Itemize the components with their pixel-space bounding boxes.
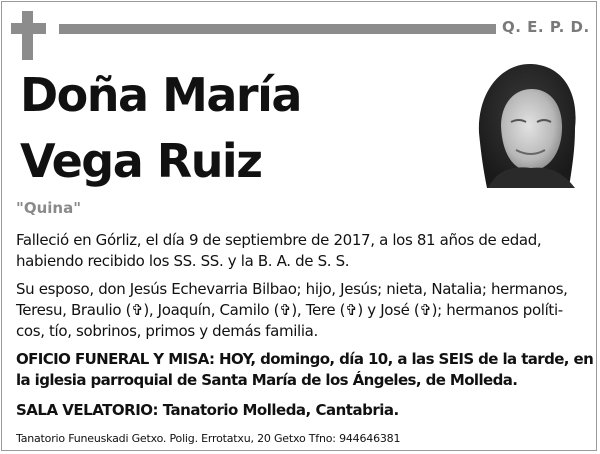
- funeral-service: [16, 349, 594, 391]
- text-line: Su esposo, don Jesús Echevarria Bilbao; hijo, Jesús; nieta, Natalia; hermanos,: [16, 280, 568, 298]
- deceased-nickname: "Quina": [16, 199, 82, 217]
- deceased-name-line2: Vega Ruiz: [20, 134, 262, 188]
- text-line: Teresu, Braulio (✞), Joaquín, Camilo (✞), Tere (✞) y José (✞); hermanos políti-: [16, 301, 563, 319]
- funeral-home-footer: Tanatorio Funeuskadi Getxo. Polig. Errotatxu, 20 Getxo Tfno: 944646381: [16, 432, 401, 445]
- text-line: habiendo recibido los SS. SS. y la B. A. de S. S.: [16, 252, 350, 270]
- cross-icon: [22, 11, 33, 60]
- cross-icon-bar: [11, 23, 46, 34]
- text-line: la iglesia parroquial de Santa María de los Ángeles, de Molleda.: [16, 371, 518, 389]
- qepd-label: Q. E. P. D.: [502, 18, 590, 36]
- text-line: OFICIO FUNERAL Y MISA: HOY, domingo, día 10, a las SEIS de la tarde, en: [16, 350, 594, 368]
- deceased-name-line1: Doña María: [20, 68, 301, 122]
- portrait-photo: [471, 58, 583, 188]
- text-line: SALA VELATORIO: Tanatorio Molleda, Cantabria.: [16, 401, 399, 419]
- text-line: Falleció en Górliz, el día 9 de septiembre de 2017, a los 81 años de edad,: [16, 231, 542, 249]
- family-list: [16, 279, 584, 342]
- text-line: cos, tío, sobrinos, primos y demás familia.: [16, 322, 318, 340]
- wake-room: [16, 400, 584, 421]
- death-announcement: [16, 230, 584, 272]
- header-rule: [59, 24, 496, 34]
